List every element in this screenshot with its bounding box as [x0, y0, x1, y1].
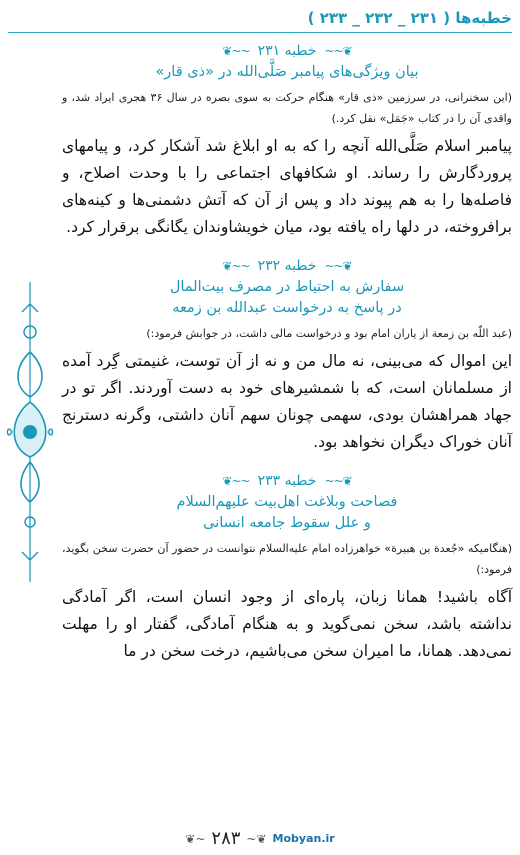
khutbah-note: (این سخنرانی، در سرزمین «ذی قار» هنگام حرکت به سوی بصره در سال ۳۶ هجری ایراد شد، و واقدی آن را در کتاب «جَمَل» نقل کرد.) [62, 91, 512, 125]
vine-ornament-icon: ~~❦ [222, 259, 250, 273]
page-number: ۲۸۳ [211, 828, 241, 849]
khutbah-heading [62, 255, 512, 277]
khutbah-heading [62, 40, 512, 62]
khutbah-body: آگاه باشید! همانا زبان، پاره‌ای از وجود انسان است، اگر آمادگی نداشته باشد، سخن نمی‌گوید و به هنگام آمادگی، گفتار او را مهلت نمی‌دهد. همانا، ما امیران سخن می‌باشیم، درخت سخن در ما [62, 588, 512, 660]
khutbah-subtitle: سفارش به احتیاط در مصرف بیت‌المال [169, 279, 405, 295]
khutbah-label: خطبه ۲۳۱ [257, 43, 317, 59]
vine-ornament-icon: ~❦ [185, 831, 206, 846]
vine-ornament-icon: ~~❦ [222, 474, 250, 488]
floral-ornament-icon [4, 282, 56, 582]
main-content [62, 40, 512, 665]
vine-ornament-icon: ❦~~ [324, 259, 352, 273]
khutbah-body: پیامبر اسلام صَلَّی‌الله آنچه را که به او ابلاغ شد آشکار کرد، و پیامهای پروردگارش را رساند. او شکافهای اجتماعی را با وحدت اصلاح، و فاصله‌ها را به هم پیوند داد و پس از آن که آتش دشمنی‌ها و کینه‌های برافروخته، در دلها راه یافته بود، میان خویشاوندان یگانگی برقرار کرد. [62, 137, 512, 236]
khutbah-label: خطبه ۲۳۳ [257, 473, 317, 489]
page-footer [0, 828, 520, 849]
vine-ornament-icon: ❦~~ [324, 44, 352, 58]
header-title: خطبه‌ها ( ۲۳۱ _ ۲۳۲ _ ۲۳۳ ) [307, 9, 512, 27]
vine-ornament-icon: ❦~~ [324, 474, 352, 488]
khutbah-subtitle: بیان ویژگی‌های پیامبر صَلَّی‌الله در «ذی قار» [155, 64, 419, 80]
khutbah-note: (هنگامیکه «جُعدة بن هبیرة» خواهرزاده امام علیه‌السلام نتوانست در حضور آن حضرت سخن بگوید، فرمود:) [62, 542, 512, 576]
khutbah-subtitle: و علل سقوط جامعه انسانی [203, 515, 371, 531]
khutbah-232 [62, 255, 512, 456]
khutbah-subtitle: در پاسخ به درخواست عبدالله بن زمعه [172, 300, 402, 316]
khutbah-231 [62, 40, 512, 241]
khutbah-body: این اموال که می‌بینی، نه مال من و نه از آن توست، غنیمتی گِرد آمده از مسلمانان است، که با شمشیرهای خود به دست آوردند. اگر تو در جهاد همراهشان بودی، سهمی چونان سهم آنان داشتی، وگرنه دسترنج آنان خوراک دیگران نخواهد بود. [62, 352, 512, 451]
khutbah-label: خطبه ۲۳۲ [257, 258, 317, 274]
page-header [8, 4, 512, 33]
khutbah-subtitle: فصاحت وبلاغت اهل‌بیت علیهم‌السلام [176, 494, 398, 510]
khutbah-233 [62, 470, 512, 665]
khutbah-heading [62, 470, 512, 492]
site-watermark: Mobyan.ir [272, 832, 335, 845]
vine-ornament-icon: ~~❦ [222, 44, 250, 58]
vine-ornament-icon: ❦~ [246, 831, 267, 846]
khutbah-note: (عبد اللّه بن زمعة از یاران امام بود و درخواست مالی داشت، در جوابش فرمود:) [146, 327, 512, 340]
